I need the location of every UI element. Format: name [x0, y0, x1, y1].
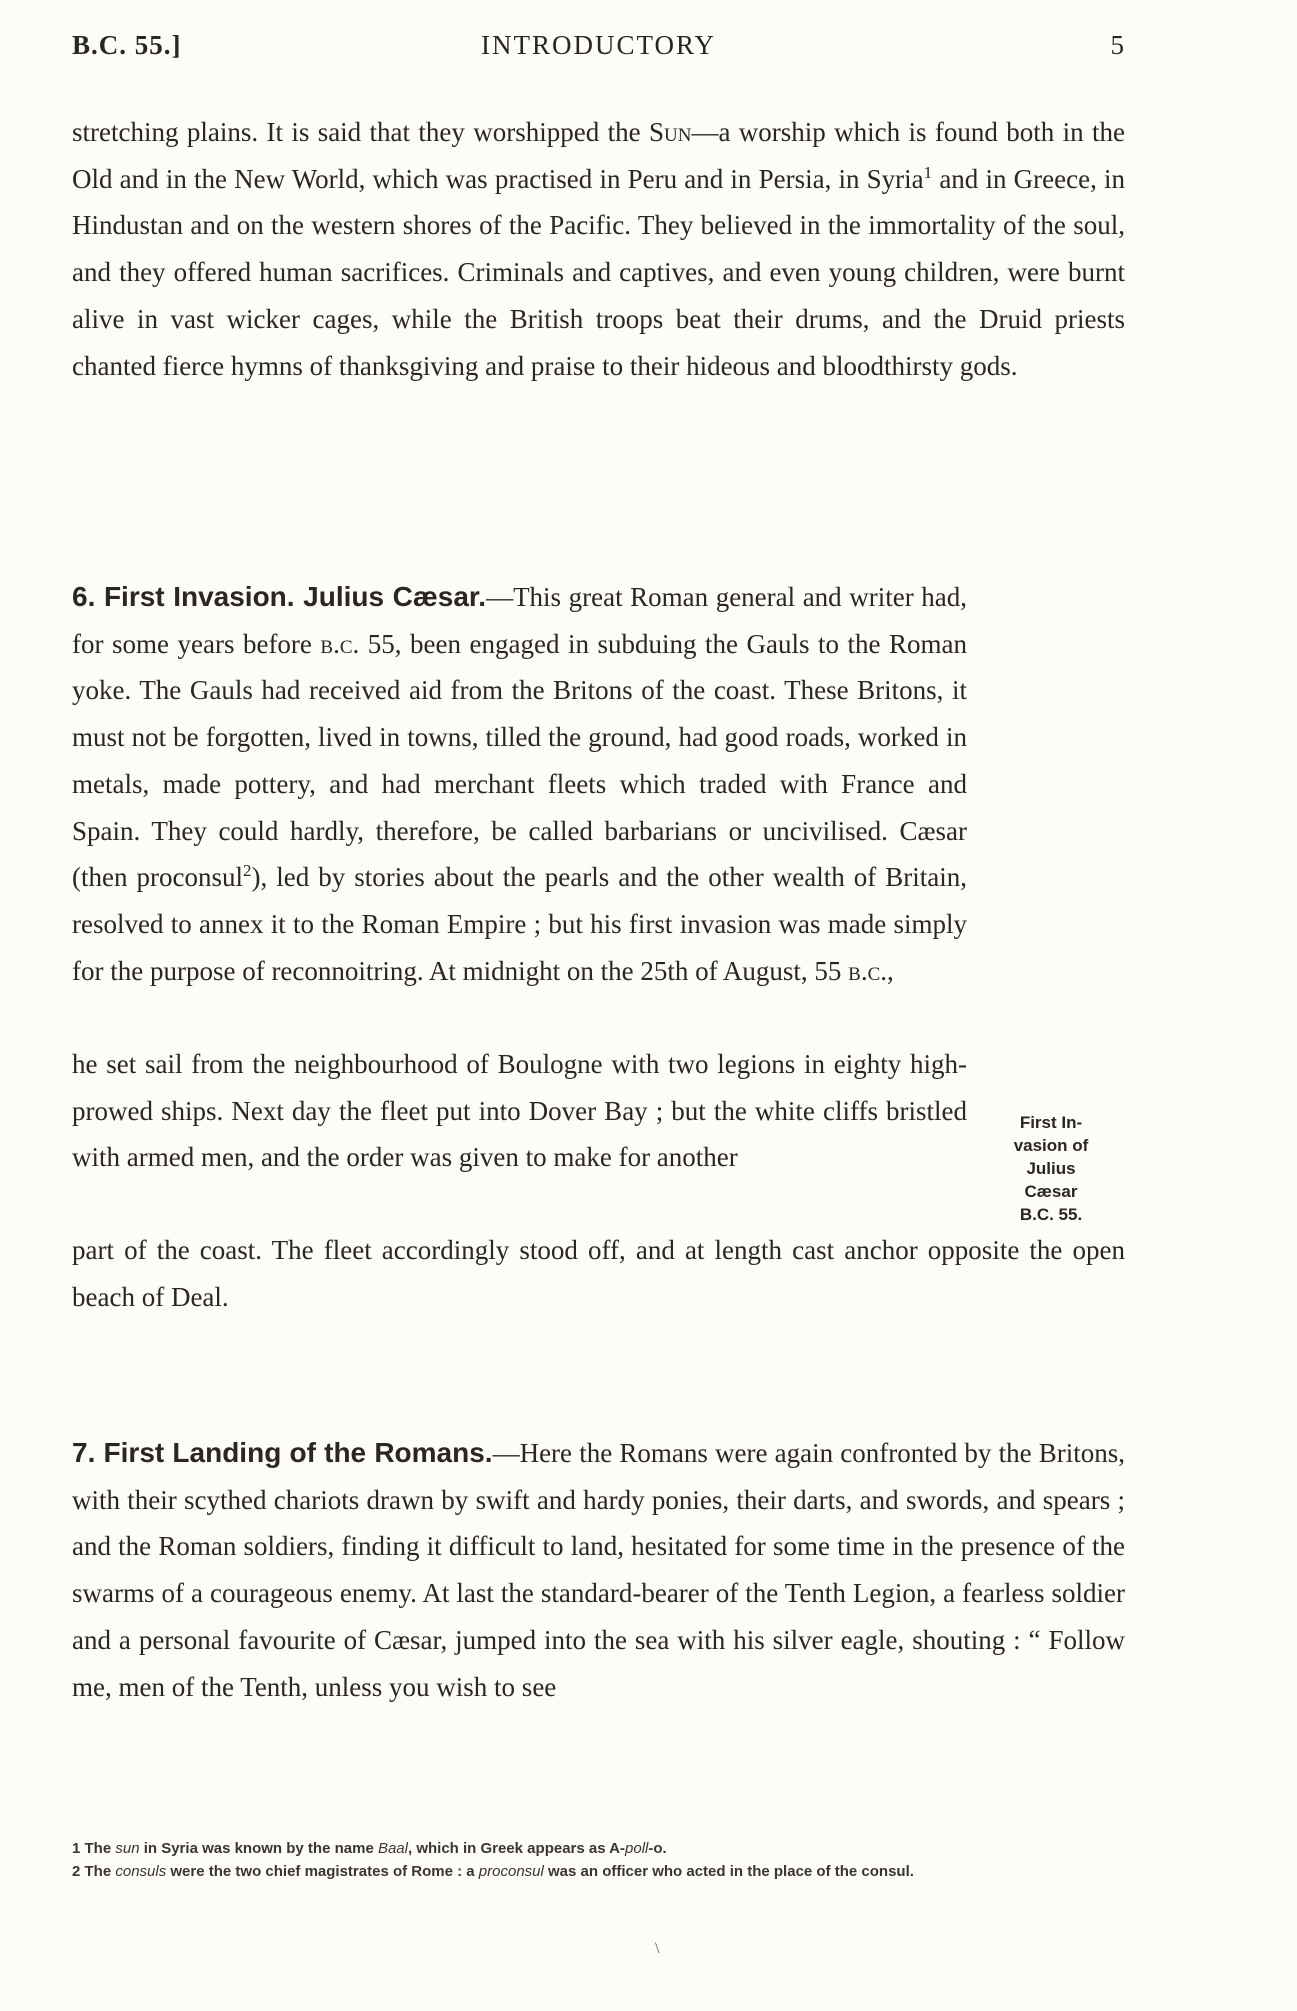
section-heading-7: 7. First Landing of the Romans.: [72, 1437, 493, 1468]
header-title: INTRODUCTORY: [480, 30, 717, 60]
paragraph-first-invasion: 6. First Invasion. Julius Cæsar.—This great Roman general and writer had, for some years before b.c. 55, been engaged in subduing the Gauls to the Roman yoke. The Gauls had received aid from the Britons of the coast. These Britons, it must not be forgotten, lived in towns, tilled the ground, had good roads, worked in metals, made pottery, and had merchant fleets which traded with France and Spain. They could hardly, therefore, be called barbarians or uncivilised. Cæsar (then proconsul$^2$), led by stories about the pearls and the other wealth of Britain, resolved to annex it to the Roman Empire ; but his first invasion was made simply for the purpose of reconnoitring. At midnight on the 25th of August, 55 b.c.,: [72, 581, 968, 986]
header-date-range: B.C. 55.]: [72, 30, 182, 60]
footnote-2: 2 The consuls were the two chief magistrates of Rome : a proconsul was an officer who acted in the place of the consul.: [72, 1863, 914, 1880]
page-number: 5: [1110, 30, 1125, 60]
paragraph-first-invasion-continued: he set sail from the neighbourhood of Boulogne with two legions in eighty high-prowed ships. Next day the fleet put into Dover Bay ; but the white cliffs bristled with armed men, and the order was given to make for another: [72, 1049, 967, 1173]
printer-mark: \: [655, 1940, 660, 1957]
footnote-ref-1: 1: [923, 162, 933, 182]
footnotes: [72, 1837, 1125, 1883]
paragraph-first-invasion-end: part of the coast. The fleet accordingly stood off, and at length cast anchor opposite the open beach of Deal.: [72, 1235, 1125, 1312]
footnote-ref-2: 2: [242, 861, 252, 881]
sun-small-caps: Sun: [648, 117, 692, 147]
footnote-1: 1 The sun in Syria was known by the name Baal, which in Greek appears as A-poll-o.: [72, 1840, 667, 1857]
paragraph-first-landing: 7. First Landing of the Romans.—Here the Romans were again confronted by the Britons, with their scythed chariots drawn by swift and hardy ponies, their darts, and swords, and spears ; and the Roman soldiers, finding it difficult to land, hesitated for some time in the presence of the swarms of a courageous enemy. At last the standard-bearer of the Tenth Legion, a fearless soldier and a personal favourite of Cæsar, jumped into the sea with his silver eagle, shouting : “ Follow me, men of the Tenth, unless you wish to see: [72, 1437, 1126, 1702]
running-header: [72, 30, 1125, 70]
paragraph-druid-religion: stretching plains. It is said that they worshipped the Sun—a worship which is found both in the Old and in the New World, which was practised in Peru and in Persia, in Syria$^1$ and in Greece, in Hindustan and on the western shores of the Pacific. They believed in the immortality of the soul, and they offered human sacrifices. Criminals and captives, and even young children, were burnt alive in vast wicker cages, while the British troops beat their drums, and the Druid priests chanted fierce hymns of thanksgiving and praise to their hideous and bloodthirsty gods.: [72, 117, 1125, 381]
margin-note: First In- vasion of Julius Cæsar B.C. 55.: [1013, 1113, 1089, 1224]
section-heading-6: 6. First Invasion. Julius Cæsar.: [72, 581, 487, 612]
